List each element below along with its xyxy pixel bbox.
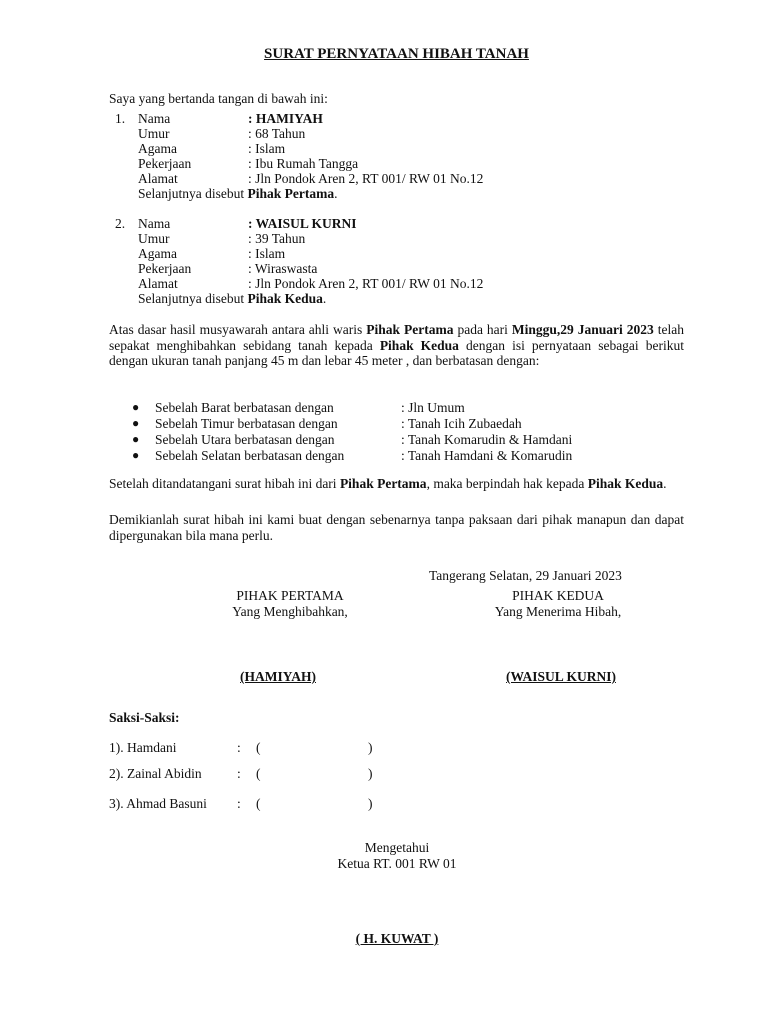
party-designation: Selanjutnya disebut Pihak Pertama. bbox=[138, 186, 338, 201]
field-label-alamat: Alamat bbox=[138, 171, 178, 186]
border-label-east: Sebelah Timur berbatasan dengan bbox=[155, 416, 338, 431]
witness-name: 1). Hamdani bbox=[109, 740, 177, 755]
witness-name: 3). Ahmad Basuni bbox=[109, 796, 207, 811]
bullet-icon: ● bbox=[132, 416, 140, 430]
signature-open-paren: ( bbox=[256, 766, 261, 781]
border-value-west: : Jln Umum bbox=[401, 400, 465, 415]
witness-colon: : bbox=[237, 766, 241, 781]
field-value-alamat: : Jln Pondok Aren 2, RT 001/ RW 01 No.12 bbox=[248, 171, 484, 186]
field-value-pekerjaan: : Wiraswasta bbox=[248, 261, 318, 276]
field-label-agama: Agama bbox=[138, 246, 177, 261]
signature-close-paren: ) bbox=[368, 796, 373, 811]
first-party-role: PIHAK PERTAMA bbox=[236, 588, 344, 603]
witness-colon: : bbox=[237, 796, 241, 811]
field-label-umur: Umur bbox=[138, 231, 170, 246]
field-label-umur: Umur bbox=[138, 126, 170, 141]
field-value-umur: : 39 Tahun bbox=[248, 231, 306, 246]
field-value-umur: : 68 Tahun bbox=[248, 126, 306, 141]
second-party-role: PIHAK KEDUA bbox=[512, 588, 604, 603]
field-value-agama: : Islam bbox=[248, 141, 286, 156]
signature-close-paren: ) bbox=[368, 740, 373, 755]
second-party-desc: Yang Menerima Hibah, bbox=[494, 604, 622, 619]
field-label-alamat: Alamat bbox=[138, 276, 178, 291]
party-number: 1. bbox=[115, 111, 126, 126]
signature-open-paren: ( bbox=[256, 740, 261, 755]
border-label-south: Sebelah Selatan berbatasan dengan bbox=[155, 448, 345, 463]
field-value-alamat: : Jln Pondok Aren 2, RT 001/ RW 01 No.12 bbox=[248, 276, 484, 291]
field-label-pekerjaan: Pekerjaan bbox=[138, 261, 192, 276]
bullet-icon: ● bbox=[132, 400, 140, 414]
field-value-nama: : HAMIYAH bbox=[248, 111, 323, 126]
witness-name: 2). Zainal Abidin bbox=[109, 766, 202, 781]
acknowledge-label: Mengetahui bbox=[364, 840, 430, 855]
field-label-nama: Nama bbox=[138, 216, 171, 231]
border-label-west: Sebelah Barat berbatasan dengan bbox=[155, 400, 334, 415]
party-number: 2. bbox=[115, 216, 126, 231]
acknowledge-title: Ketua RT. 001 RW 01 bbox=[337, 856, 457, 871]
field-label-pekerjaan: Pekerjaan bbox=[138, 156, 192, 171]
transfer-paragraph: Setelah ditandatangani surat hibah ini dari Pihak Pertama, maka berpindah hak kepada Pihak Kedua. bbox=[109, 476, 667, 491]
bullet-icon: ● bbox=[132, 448, 140, 462]
field-value-nama: : WAISUL KURNI bbox=[248, 216, 357, 231]
field-label-agama: Agama bbox=[138, 141, 177, 156]
acknowledge-name: ( H. KUWAT ) bbox=[355, 931, 439, 946]
intro-text: Saya yang bertanda tangan di bawah ini: bbox=[109, 91, 328, 106]
border-value-south: : Tanah Hamdani & Komarudin bbox=[401, 448, 573, 463]
border-label-north: Sebelah Utara berbatasan dengan bbox=[155, 432, 335, 447]
second-party-name: (WAISUL KURNI) bbox=[506, 669, 616, 684]
party-designation: Selanjutnya disebut Pihak Kedua. bbox=[138, 291, 327, 306]
signature-close-paren: ) bbox=[368, 766, 373, 781]
field-label-nama: Nama bbox=[138, 111, 171, 126]
first-party-name: (HAMIYAH) bbox=[240, 669, 316, 684]
agreement-paragraph: Atas dasar hasil musyawarah antara ahli waris Pihak Pertama pada hari Minggu,29 Januari 2023 telah sepakat menghibahkan sebidang tanah kepada Pihak Kedua dengan isi pernyataan sebagai berikut dengan ukuran tanah panjang 45 m dan lebar 45 meter , dan berbatasan dengan: bbox=[109, 322, 684, 368]
field-value-agama: : Islam bbox=[248, 246, 286, 261]
border-value-north: : Tanah Komarudin & Hamdani bbox=[401, 432, 573, 447]
witness-heading: Saksi-Saksi: bbox=[109, 710, 180, 725]
document-title: SURAT PERNYATAAN HIBAH TANAH bbox=[264, 46, 529, 62]
bullet-icon: ● bbox=[132, 432, 140, 446]
first-party-desc: Yang Menghibahkan, bbox=[232, 604, 348, 619]
field-value-pekerjaan: : Ibu Rumah Tangga bbox=[248, 156, 359, 171]
place-date: Tangerang Selatan, 29 Januari 2023 bbox=[429, 568, 622, 583]
signature-open-paren: ( bbox=[256, 796, 261, 811]
closing-paragraph: Demikianlah surat hibah ini kami buat dengan sebenarnya tanpa paksaan dari pihak manapun dan dapat dipergunakan bila mana perlu. bbox=[109, 512, 684, 543]
witness-colon: : bbox=[237, 740, 241, 755]
border-value-east: : Tanah Icih Zubaedah bbox=[401, 416, 522, 431]
